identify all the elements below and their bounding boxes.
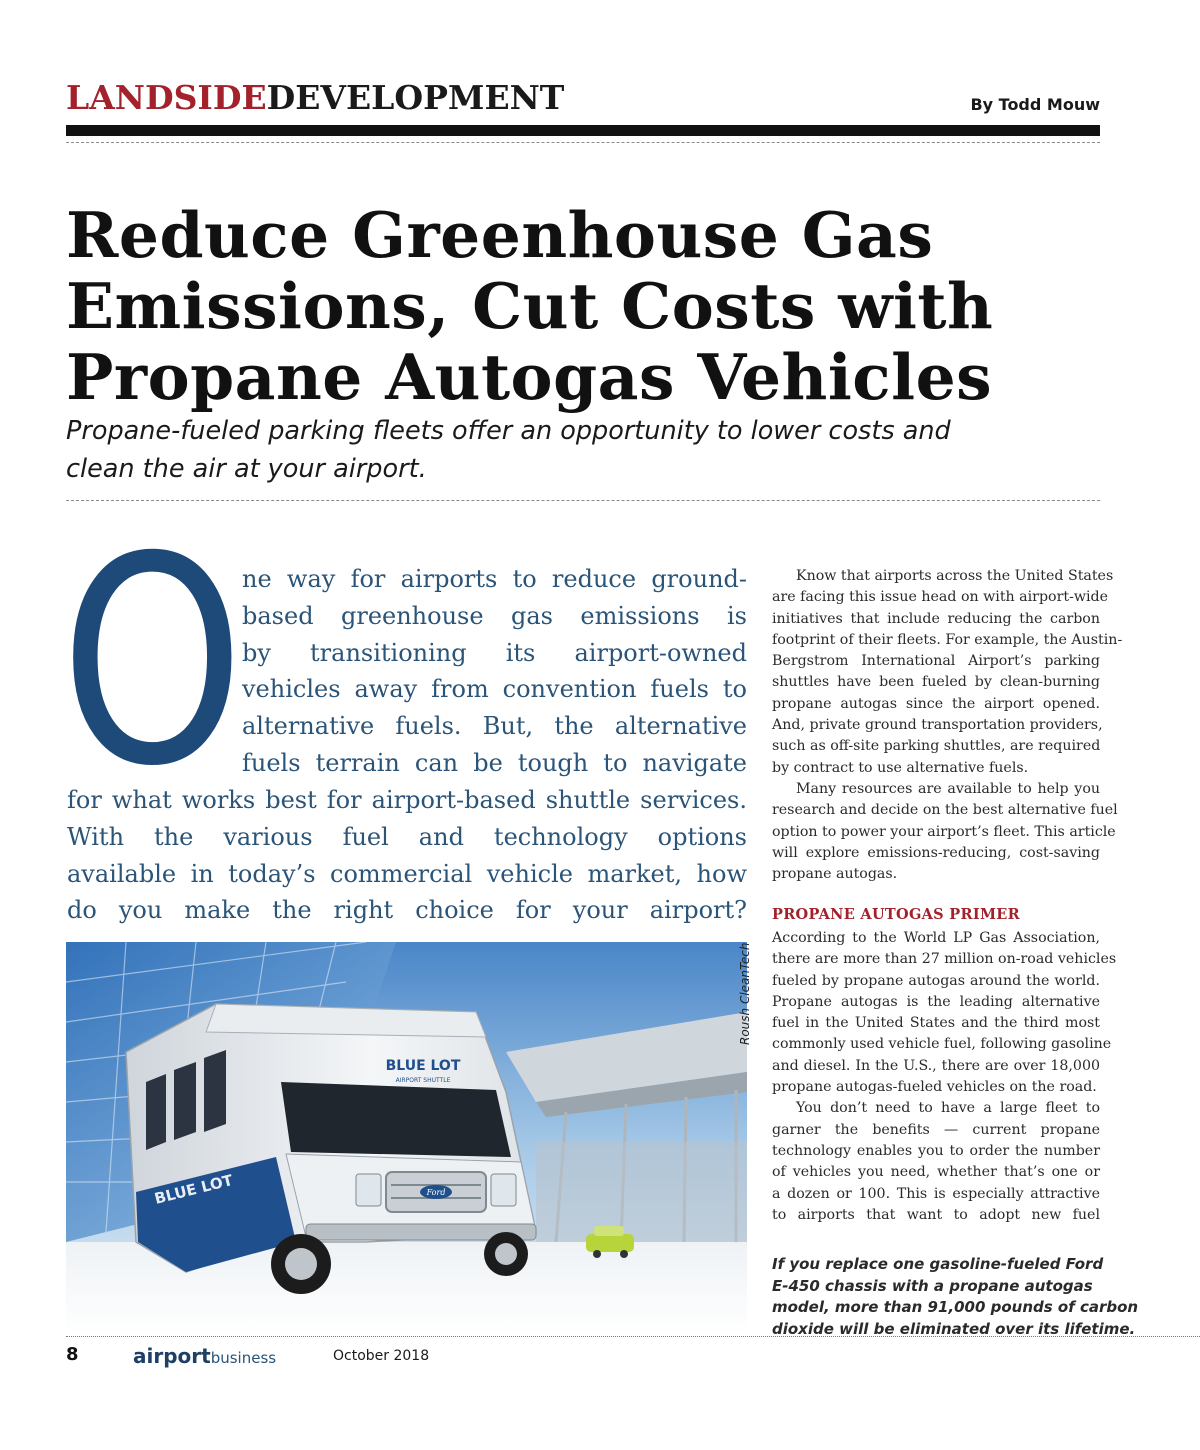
body-line: fuel in the United States and the third most	[772, 1015, 1100, 1032]
article-deck	[66, 412, 1106, 488]
body-paragraph	[772, 1098, 1100, 1226]
bus-livery-sub: AIRPORT SHUTTLE	[395, 1077, 451, 1084]
body-line: shuttles have been fueled by clean-burning	[772, 674, 1100, 691]
body-line: will explore emissions-reducing, cost-saving	[772, 844, 1100, 861]
lead-line: available in today’s commercial vehicle market, how	[67, 859, 747, 888]
deck-line: Propane-fueled parking fleets offer an opportunity to lower costs and	[66, 416, 951, 446]
svg-text:BLUE LOT: BLUE LOT	[152, 1171, 235, 1208]
body-line: such as off-site parking shuttles, are required	[772, 738, 1101, 755]
body-line: option to power your airport’s fleet. This article	[772, 823, 1116, 840]
body-line: propane autogas since the airport opened.	[772, 695, 1100, 712]
body-line: Propane autogas is the leading alternative	[772, 993, 1100, 1010]
photo-credit: Roush CleanTech	[738, 942, 752, 1045]
shuttle-bus-illustration	[66, 942, 747, 1334]
body-line: by contract to use alternative fuels.	[772, 759, 1029, 776]
lead-line: With the various fuel and technology options	[67, 822, 747, 851]
header-rule	[66, 125, 1100, 136]
body-line: fueled by propane autogas around the world.	[772, 972, 1100, 989]
lead-line: fuels terrain can be tough to navigate	[242, 748, 747, 777]
right-column-bottom	[772, 928, 1117, 1226]
body-line: footprint of their fleets. For example, the Austin-	[772, 631, 1123, 648]
grille-badge: Ford	[426, 1188, 446, 1197]
deck-line: clean the air at your airport.	[66, 454, 427, 484]
section-name-part2: DEVELOPMENT	[266, 78, 565, 117]
body-line: there are more than 27 million on-road vehicles	[772, 951, 1117, 968]
byline: By Todd Mouw	[970, 95, 1100, 114]
lead-line: based greenhouse gas emissions is	[242, 601, 747, 630]
body-paragraph	[772, 928, 1117, 1098]
article-headline	[66, 200, 1116, 413]
body-line: and diesel. In the U.S., there are over 18,000	[772, 1057, 1100, 1074]
body-line: And, private ground transportation providers,	[772, 717, 1103, 734]
body-line: a dozen or 100. This is especially attractive	[772, 1185, 1100, 1202]
header-dashed-divider	[66, 142, 1100, 143]
body-line: of vehicles you need, whether that’s one or	[772, 1164, 1100, 1181]
body-line: Many resources are available to help you	[796, 780, 1100, 797]
headline-line: Reduce Greenhouse Gas	[66, 198, 934, 272]
page-number: 8	[66, 1344, 79, 1365]
pull-quote-line: E-450 chassis with a propane autogas	[772, 1276, 1093, 1295]
pull-quote-line: dioxide will be eliminated over its lifetime.	[772, 1319, 1136, 1338]
body-line: are facing this issue head on with airport-wide	[772, 589, 1109, 606]
pull-quote	[772, 1254, 1139, 1340]
body-line: propane autogas-fueled vehicles on the road.	[772, 1079, 1097, 1096]
body-line: Know that airports across the United States	[796, 568, 1114, 584]
body-line: technology enables you to order the number	[772, 1142, 1100, 1159]
pull-quote-line: model, more than 91,000 pounds of carbon	[772, 1298, 1139, 1316]
magazine-logo	[133, 1344, 276, 1368]
body-line: commonly used vehicle fuel, following gasoline	[772, 1036, 1112, 1053]
headline-line: Propane Autogas Vehicles	[66, 340, 993, 414]
section-name-part1: LANDSIDE	[66, 78, 267, 117]
lead-line: by transitioning its airport-owned	[242, 638, 747, 667]
pull-quote-line: If you replace one gasoline-fueled Ford	[772, 1255, 1104, 1273]
lead-paragraph-full	[67, 782, 747, 929]
headline-line: Emissions, Cut Costs with	[66, 269, 994, 343]
magazine-logo-bold: airport	[133, 1344, 211, 1368]
lead-paragraph-indented	[242, 561, 747, 782]
body-line: research and decide on the best alternative fuel	[772, 802, 1118, 819]
body-line: You don’t need to have a large fleet to	[796, 1100, 1100, 1117]
body-paragraph	[772, 779, 1118, 885]
lead-line: alternative fuels. But, the alternative	[242, 712, 747, 741]
body-paragraph	[772, 566, 1123, 779]
section-header	[66, 78, 564, 118]
magazine-logo-light: business	[210, 1349, 277, 1367]
lead-line: vehicles away from convention fuels to	[242, 675, 747, 704]
body-line: garner the benefits — current propane	[772, 1121, 1100, 1138]
lead-line: do you make the right choice for your airport?	[67, 896, 747, 925]
footer-dotted-divider	[66, 1336, 1200, 1337]
body-line: Bergstrom International Airport’s parking	[772, 653, 1100, 670]
bus-livery: BLUE LOT	[385, 1058, 461, 1074]
issue-date: October 2018	[333, 1348, 430, 1364]
body-line: initiatives that include reducing the carbon	[772, 610, 1100, 627]
drop-cap: O	[60, 497, 245, 829]
shuttle-bus-photo	[66, 942, 747, 1334]
body-line: According to the World LP Gas Association,	[772, 930, 1100, 946]
body-line: to airports that want to adopt new fuel	[772, 1206, 1100, 1223]
subhead: PROPANE AUTOGAS PRIMER	[772, 906, 1020, 923]
body-line: propane autogas.	[772, 866, 898, 883]
lead-line: ne way for airports to reduce ground-	[242, 565, 747, 593]
right-column-top	[772, 566, 1123, 885]
lead-line: for what works best for airport-based shuttle services.	[67, 786, 747, 814]
